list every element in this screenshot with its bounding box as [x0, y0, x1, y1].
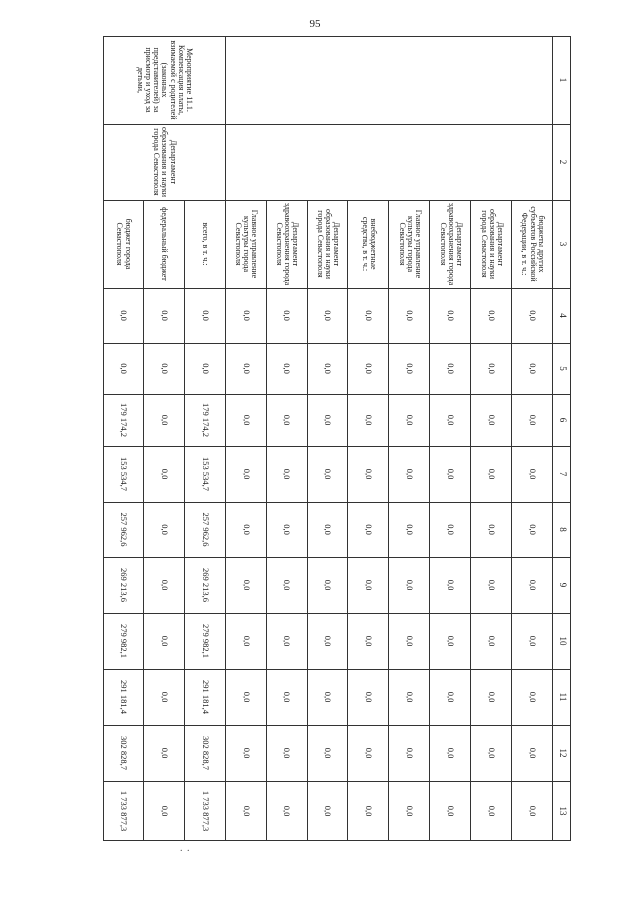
value-cell: 0,0 — [446, 524, 457, 535]
value-cell: 0,0 — [282, 579, 293, 591]
value-cell: 0,0 — [486, 635, 497, 647]
funding-source: Департамент образования и науки города Севастополя — [479, 208, 505, 280]
value-cell: 279 982,1 — [200, 624, 211, 658]
column-header: 2 — [557, 159, 568, 165]
value-cell: 0,0 — [282, 363, 293, 374]
column-header: 7 — [557, 471, 568, 477]
value-cell: 0,0 — [446, 747, 457, 759]
value-cell: 0,0 — [323, 524, 334, 535]
column-header: 10 — [557, 636, 568, 646]
value-cell: 269 213,6 — [118, 568, 129, 602]
value-cell: 0,0 — [159, 414, 170, 426]
column-header: 9 — [557, 582, 568, 588]
column-header: 13 — [557, 806, 568, 816]
value-cell: 0,0 — [405, 414, 416, 426]
column-header: 12 — [557, 748, 568, 758]
value-cell: 0,0 — [364, 414, 375, 426]
value-cell: 0,0 — [241, 310, 252, 321]
value-cell: 0,0 — [486, 363, 497, 374]
value-cell: 0,0 — [405, 310, 416, 321]
column-header: 4 — [557, 313, 568, 318]
value-cell: 0,0 — [241, 363, 252, 374]
value-cell: 0,0 — [323, 363, 334, 374]
value-cell: 0,0 — [241, 524, 252, 535]
value-cell: 0,0 — [405, 363, 416, 374]
column-header: 3 — [557, 241, 568, 247]
column-header: 6 — [557, 417, 568, 423]
value-cell: 0,0 — [323, 310, 334, 321]
value-cell: 0,0 — [486, 691, 497, 703]
value-cell: 0,0 — [527, 414, 538, 426]
value-cell: 179 174,2 — [118, 403, 129, 437]
value-cell: 0,0 — [527, 691, 538, 703]
value-cell: 0,0 — [405, 579, 416, 591]
value-cell: 0,0 — [118, 310, 129, 321]
funding-source: бюджет города Севастополя — [115, 218, 133, 270]
value-cell: 302 828,7 — [118, 736, 129, 770]
value-cell: 0,0 — [527, 468, 538, 480]
value-cell: 1 733 877,3 — [118, 790, 129, 832]
value-cell: 0,0 — [446, 805, 457, 817]
value-cell: 0,0 — [446, 468, 457, 480]
funding-source: Департамент здравоохранения города Севастополя — [438, 202, 464, 286]
value-cell: 0,0 — [282, 805, 293, 817]
value-cell: 0,0 — [446, 579, 457, 591]
value-cell: 0,0 — [364, 363, 375, 374]
value-cell: 0,0 — [159, 747, 170, 759]
value-cell: 0,0 — [159, 805, 170, 817]
value-cell: 0,0 — [527, 310, 538, 321]
column-header: 11 — [557, 692, 568, 702]
funding-source: Департамент здравоохранения города Севастополя — [275, 202, 301, 286]
value-cell: 279 982,1 — [118, 624, 129, 658]
value-cell: 0,0 — [241, 414, 252, 426]
column-header: 1 — [557, 77, 568, 83]
value-cell: 0,0 — [364, 468, 375, 480]
value-cell: 0,0 — [323, 635, 334, 647]
funding-source: Главное управление культуры города Севастополя — [397, 209, 424, 279]
value-cell: 0,0 — [159, 524, 170, 535]
value-cell: 0,0 — [527, 635, 538, 647]
value-cell: 0,0 — [200, 363, 211, 374]
funding-source: бюджеты других субъектов Российской Федерации, в т. ч.: — [520, 206, 546, 282]
value-cell: 0,0 — [486, 414, 497, 426]
value-cell: 0,0 — [282, 414, 293, 426]
funding-source: Главное управление культуры города Севастополя — [234, 209, 260, 279]
value-cell: 0,0 — [282, 310, 293, 321]
value-cell: 0,0 — [364, 524, 375, 535]
value-cell: 0,0 — [364, 310, 375, 321]
value-cell: 0,0 — [486, 310, 497, 321]
value-cell: 153 534,7 — [200, 457, 211, 491]
value-cell: 1 733 877,3 — [200, 790, 211, 832]
value-cell: 0,0 — [200, 310, 211, 321]
value-cell: 0,0 — [282, 524, 293, 535]
funding-source: Департамент образования и науки города Севастополя — [315, 208, 342, 280]
value-cell: 0,0 — [446, 310, 457, 321]
value-cell: 0,0 — [241, 805, 252, 817]
value-cell: 0,0 — [241, 747, 252, 759]
value-cell: 0,0 — [405, 524, 416, 535]
value-cell: 0,0 — [446, 414, 457, 426]
funding-source: всего, в т. ч.: — [201, 222, 211, 266]
value-cell: 0,0 — [364, 579, 375, 591]
value-cell: 257 962,6 — [200, 512, 211, 547]
value-cell: 0,0 — [446, 691, 457, 703]
value-cell: 0,0 — [159, 579, 170, 591]
funding-source: внебюджетные средства, в т. ч.: — [360, 216, 379, 272]
value-cell: 0,0 — [527, 363, 538, 374]
value-cell: 0,0 — [241, 691, 252, 703]
value-cell: 0,0 — [527, 805, 538, 817]
value-cell: 0,0 — [527, 579, 538, 591]
value-cell: 0,0 — [118, 363, 129, 374]
value-cell: 179 174,2 — [200, 403, 211, 437]
value-cell: 0,0 — [282, 747, 293, 759]
value-cell: 0,0 — [159, 310, 170, 321]
page-number: 95 — [309, 18, 321, 30]
value-cell: 0,0 — [405, 805, 416, 817]
value-cell: 0,0 — [241, 468, 252, 480]
value-cell: 0,0 — [405, 635, 416, 647]
rotated-table-page — [0, 36, 571, 832]
value-cell: 0,0 — [405, 691, 416, 703]
value-cell: 0,0 — [405, 747, 416, 759]
value-cell: 291 181,4 — [118, 680, 129, 714]
value-cell: 0,0 — [241, 579, 252, 591]
value-cell: 0,0 — [364, 747, 375, 759]
value-cell: 0,0 — [405, 468, 416, 480]
value-cell: 0,0 — [364, 691, 375, 703]
value-cell: 0,0 — [159, 691, 170, 703]
value-cell: 0,0 — [446, 635, 457, 647]
value-cell: 0,0 — [486, 524, 497, 535]
value-cell: 0,0 — [282, 468, 293, 480]
value-cell: 0,0 — [364, 635, 375, 647]
value-cell: 0,0 — [486, 747, 497, 759]
value-cell: 0,0 — [527, 747, 538, 759]
value-cell: 0,0 — [282, 691, 293, 703]
value-cell: 0,0 — [446, 363, 457, 374]
value-cell: 302 828,7 — [200, 736, 211, 770]
value-cell: 0,0 — [159, 363, 170, 374]
value-cell: 269 213,6 — [200, 568, 211, 602]
value-cell: 0,0 — [159, 468, 170, 480]
value-cell: 0,0 — [323, 579, 334, 591]
value-cell: 0,0 — [486, 468, 497, 480]
financing-table — [103, 36, 571, 841]
value-cell: 0,0 — [323, 805, 334, 817]
value-cell: 0,0 — [486, 805, 497, 817]
value-cell: 153 534,7 — [118, 457, 129, 491]
value-cell: 0,0 — [323, 747, 334, 759]
executor-cell: Департамент образования и науки города Севастополя — [152, 126, 178, 198]
value-cell: 0,0 — [323, 691, 334, 703]
funding-source: федеральный бюджет — [160, 207, 170, 281]
column-header: 5 — [557, 366, 568, 371]
value-cell: 0,0 — [323, 468, 334, 480]
value-cell: 0,0 — [364, 805, 375, 817]
value-cell: 0,0 — [159, 635, 170, 647]
value-cell: 0,0 — [527, 524, 538, 535]
value-cell: 0,0 — [241, 635, 252, 647]
value-cell: 0,0 — [323, 414, 334, 426]
activity-description: Мероприятие 11.1. Компенсация платы, взимаемой с родителей (законных представителей) за присмотр и уход за детьми, — [135, 40, 194, 120]
value-cell: 257 962,6 — [118, 512, 129, 547]
margin-marks: . . — [180, 843, 191, 854]
value-cell: 0,0 — [282, 635, 293, 647]
column-header: 8 — [557, 527, 568, 532]
value-cell: 0,0 — [486, 579, 497, 591]
value-cell: 291 181,4 — [200, 680, 211, 714]
